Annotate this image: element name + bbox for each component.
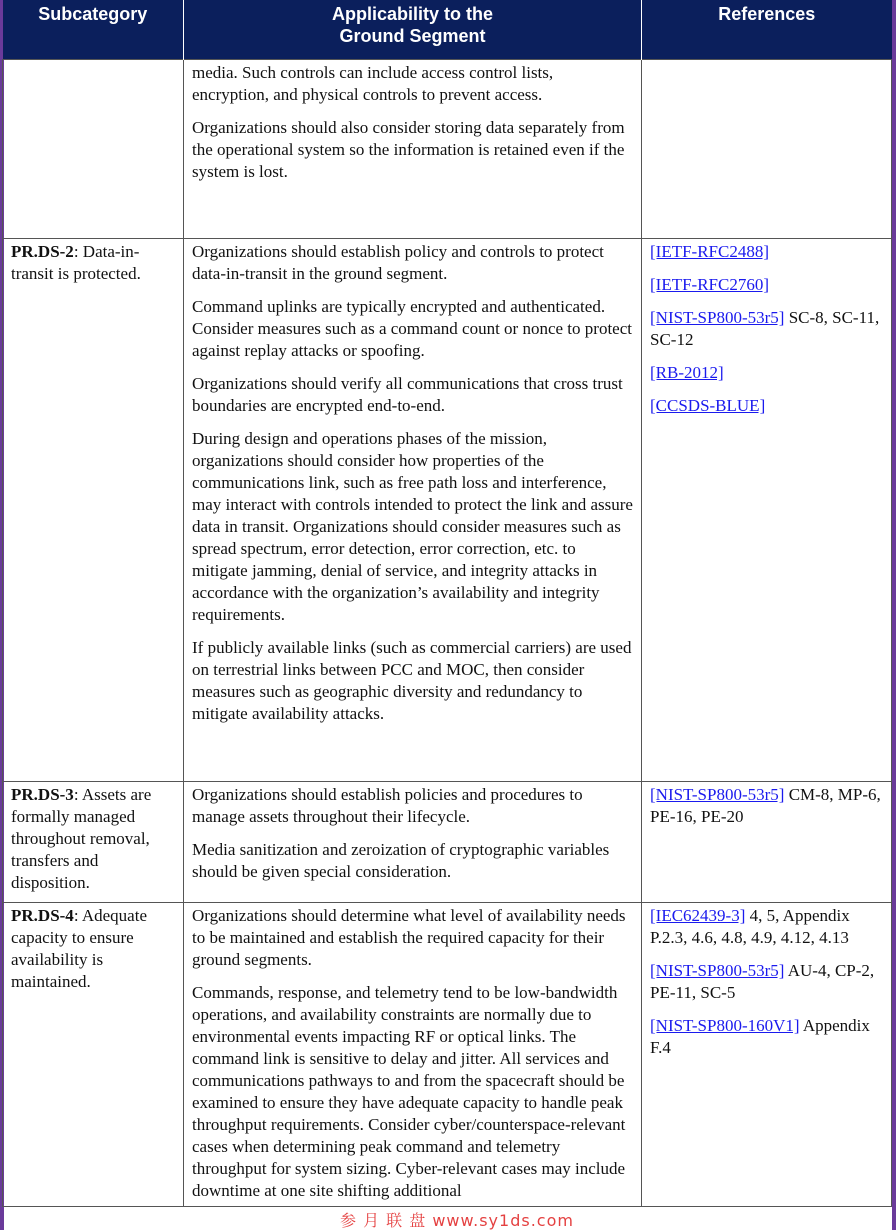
applicability-paragraph: Organizations should establish policies and procedures to manage assets throughout their lifecycle.	[192, 785, 583, 826]
applicability-paragraph: media. Such controls can include access control lists, encryption, and physical controls to prevent access.	[192, 63, 554, 104]
subcategory-id: PR.DS-3	[11, 785, 74, 804]
references-cell	[642, 782, 892, 903]
applicability-cell	[184, 782, 642, 903]
subcategory-cell	[3, 782, 184, 903]
table-row	[3, 60, 892, 239]
applicability-cell	[184, 239, 642, 782]
reference-text: 4, 5, Appendix P.2.3, 4.6, 4.8, 4.9, 4.12, 4.13	[650, 906, 850, 947]
reference-text: AU-4, CP-2, PE-11, SC-5	[650, 961, 875, 1002]
subcategory-cell	[3, 903, 184, 1207]
reference-entry	[650, 1015, 883, 1059]
applicability-paragraph: Organizations should establish policy and controls to protect data-in-transit in the ground segment.	[192, 242, 604, 283]
subcategory-id: PR.DS-4	[11, 906, 74, 925]
reference-link[interactable]: [IETF-RFC2488]	[650, 242, 769, 261]
reference-link[interactable]: [NIST-SP800-160V1]	[650, 1016, 800, 1035]
subcategory-id: PR.DS-2	[11, 242, 74, 261]
applicability-paragraph: Media sanitization and zeroization of cryptographic variables should be given special consideration.	[192, 840, 610, 881]
references-cell	[642, 239, 892, 782]
table-row	[3, 903, 892, 1207]
reference-text: Appendix F.4	[650, 1016, 870, 1057]
subcategory-cell	[3, 60, 184, 239]
applicability-paragraph: Organizations should determine what level of availability needs to be maintained and establish the required capacity for their ground segments.	[192, 906, 626, 969]
subcategory-cell	[3, 239, 184, 782]
applicability-cell	[184, 60, 642, 239]
reference-link[interactable]: [NIST-SP800-53r5]	[650, 785, 785, 804]
subcategory-title: : Adequate capacity to ensure availability is maintained.	[11, 906, 147, 991]
reference-link[interactable]: [IETF-RFC2760]	[650, 275, 769, 294]
reference-entry	[650, 905, 883, 949]
reference-entry	[650, 395, 883, 417]
header-applicability-line2: Ground Segment	[339, 26, 486, 46]
reference-link[interactable]: [IEC62439-3]	[650, 906, 746, 925]
header-applicability	[184, 0, 642, 60]
reference-text: CM-8, MP-6, PE-16, PE-20	[650, 785, 881, 826]
reference-entry	[650, 307, 883, 351]
reference-link[interactable]: [CCSDS-BLUE]	[650, 396, 766, 415]
cybersecurity-profile-table	[2, 0, 892, 1207]
references-cell	[642, 903, 892, 1207]
reference-link[interactable]: [RB-2012]	[650, 363, 724, 382]
watermark-text: 参 月 联 盘 www.sy1ds.com	[340, 1211, 574, 1230]
reference-entry	[650, 362, 883, 384]
applicability-paragraph: Commands, response, and telemetry tend to be low-bandwidth operations, and availability constraints are normally due to environmental events impacting RF or optical links. The command link is sensitive to delay and jitter. All services and communications pathways to and from the spacecraft should be examined to ensure they have adequate capacity to handle peak throughput requirements. Consider cyber/counterspace-relevant cases when determining peak command and telemetry throughput for system sizing. Cyber-relevant cases may include downtime at one site shifting additional	[192, 983, 626, 1200]
applicability-cell	[184, 903, 642, 1207]
header-subcategory: Subcategory	[3, 0, 184, 60]
header-applicability-line1: Applicability to the	[331, 4, 493, 24]
subcategory-title: : Data-in-transit is protected.	[11, 242, 141, 283]
references-cell	[642, 60, 892, 239]
reference-entry	[650, 960, 883, 1004]
reference-link[interactable]: [NIST-SP800-53r5]	[650, 308, 785, 327]
applicability-paragraph: During design and operations phases of the mission, organizations should consider how properties of the communications link, such as free path loss and interference, may interact with controls intended to protect the link and assure data in transit. Organizations should consider measures such as spread spectrum, error detection, error correction, etc. to mitigate jamming, denial of service, and integrity attacks in accordance with the organization’s availability and integrity requirements.	[192, 429, 633, 624]
subcategory-title: : Assets are formally managed throughout removal, transfers and disposition.	[11, 785, 152, 892]
table-row	[3, 239, 892, 782]
header-references: References	[642, 0, 892, 60]
reference-entry	[650, 274, 883, 296]
table-row	[3, 782, 892, 903]
reference-text: SC-8, SC-11, SC-12	[650, 308, 880, 349]
applicability-paragraph: Organizations should also consider storing data separately from the operational system so the information is retained even if the system is lost.	[192, 118, 625, 181]
applicability-paragraph: If publicly available links (such as commercial carriers) are used on terrestrial links between PCC and MOC, then consider measures such as geographic diversity and redundancy to mitigate availability attacks.	[192, 638, 632, 723]
reference-link[interactable]: [NIST-SP800-53r5]	[650, 961, 785, 980]
table-header-row	[3, 0, 892, 60]
applicability-paragraph: Organizations should verify all communications that cross trust boundaries are encrypted end-to-end.	[192, 374, 623, 415]
applicability-paragraph: Command uplinks are typically encrypted and authenticated. Consider measures such as a command count or nonce to protect against replay attacks or spoofing.	[192, 297, 632, 360]
reference-entry	[650, 784, 883, 828]
reference-entry	[650, 241, 883, 263]
